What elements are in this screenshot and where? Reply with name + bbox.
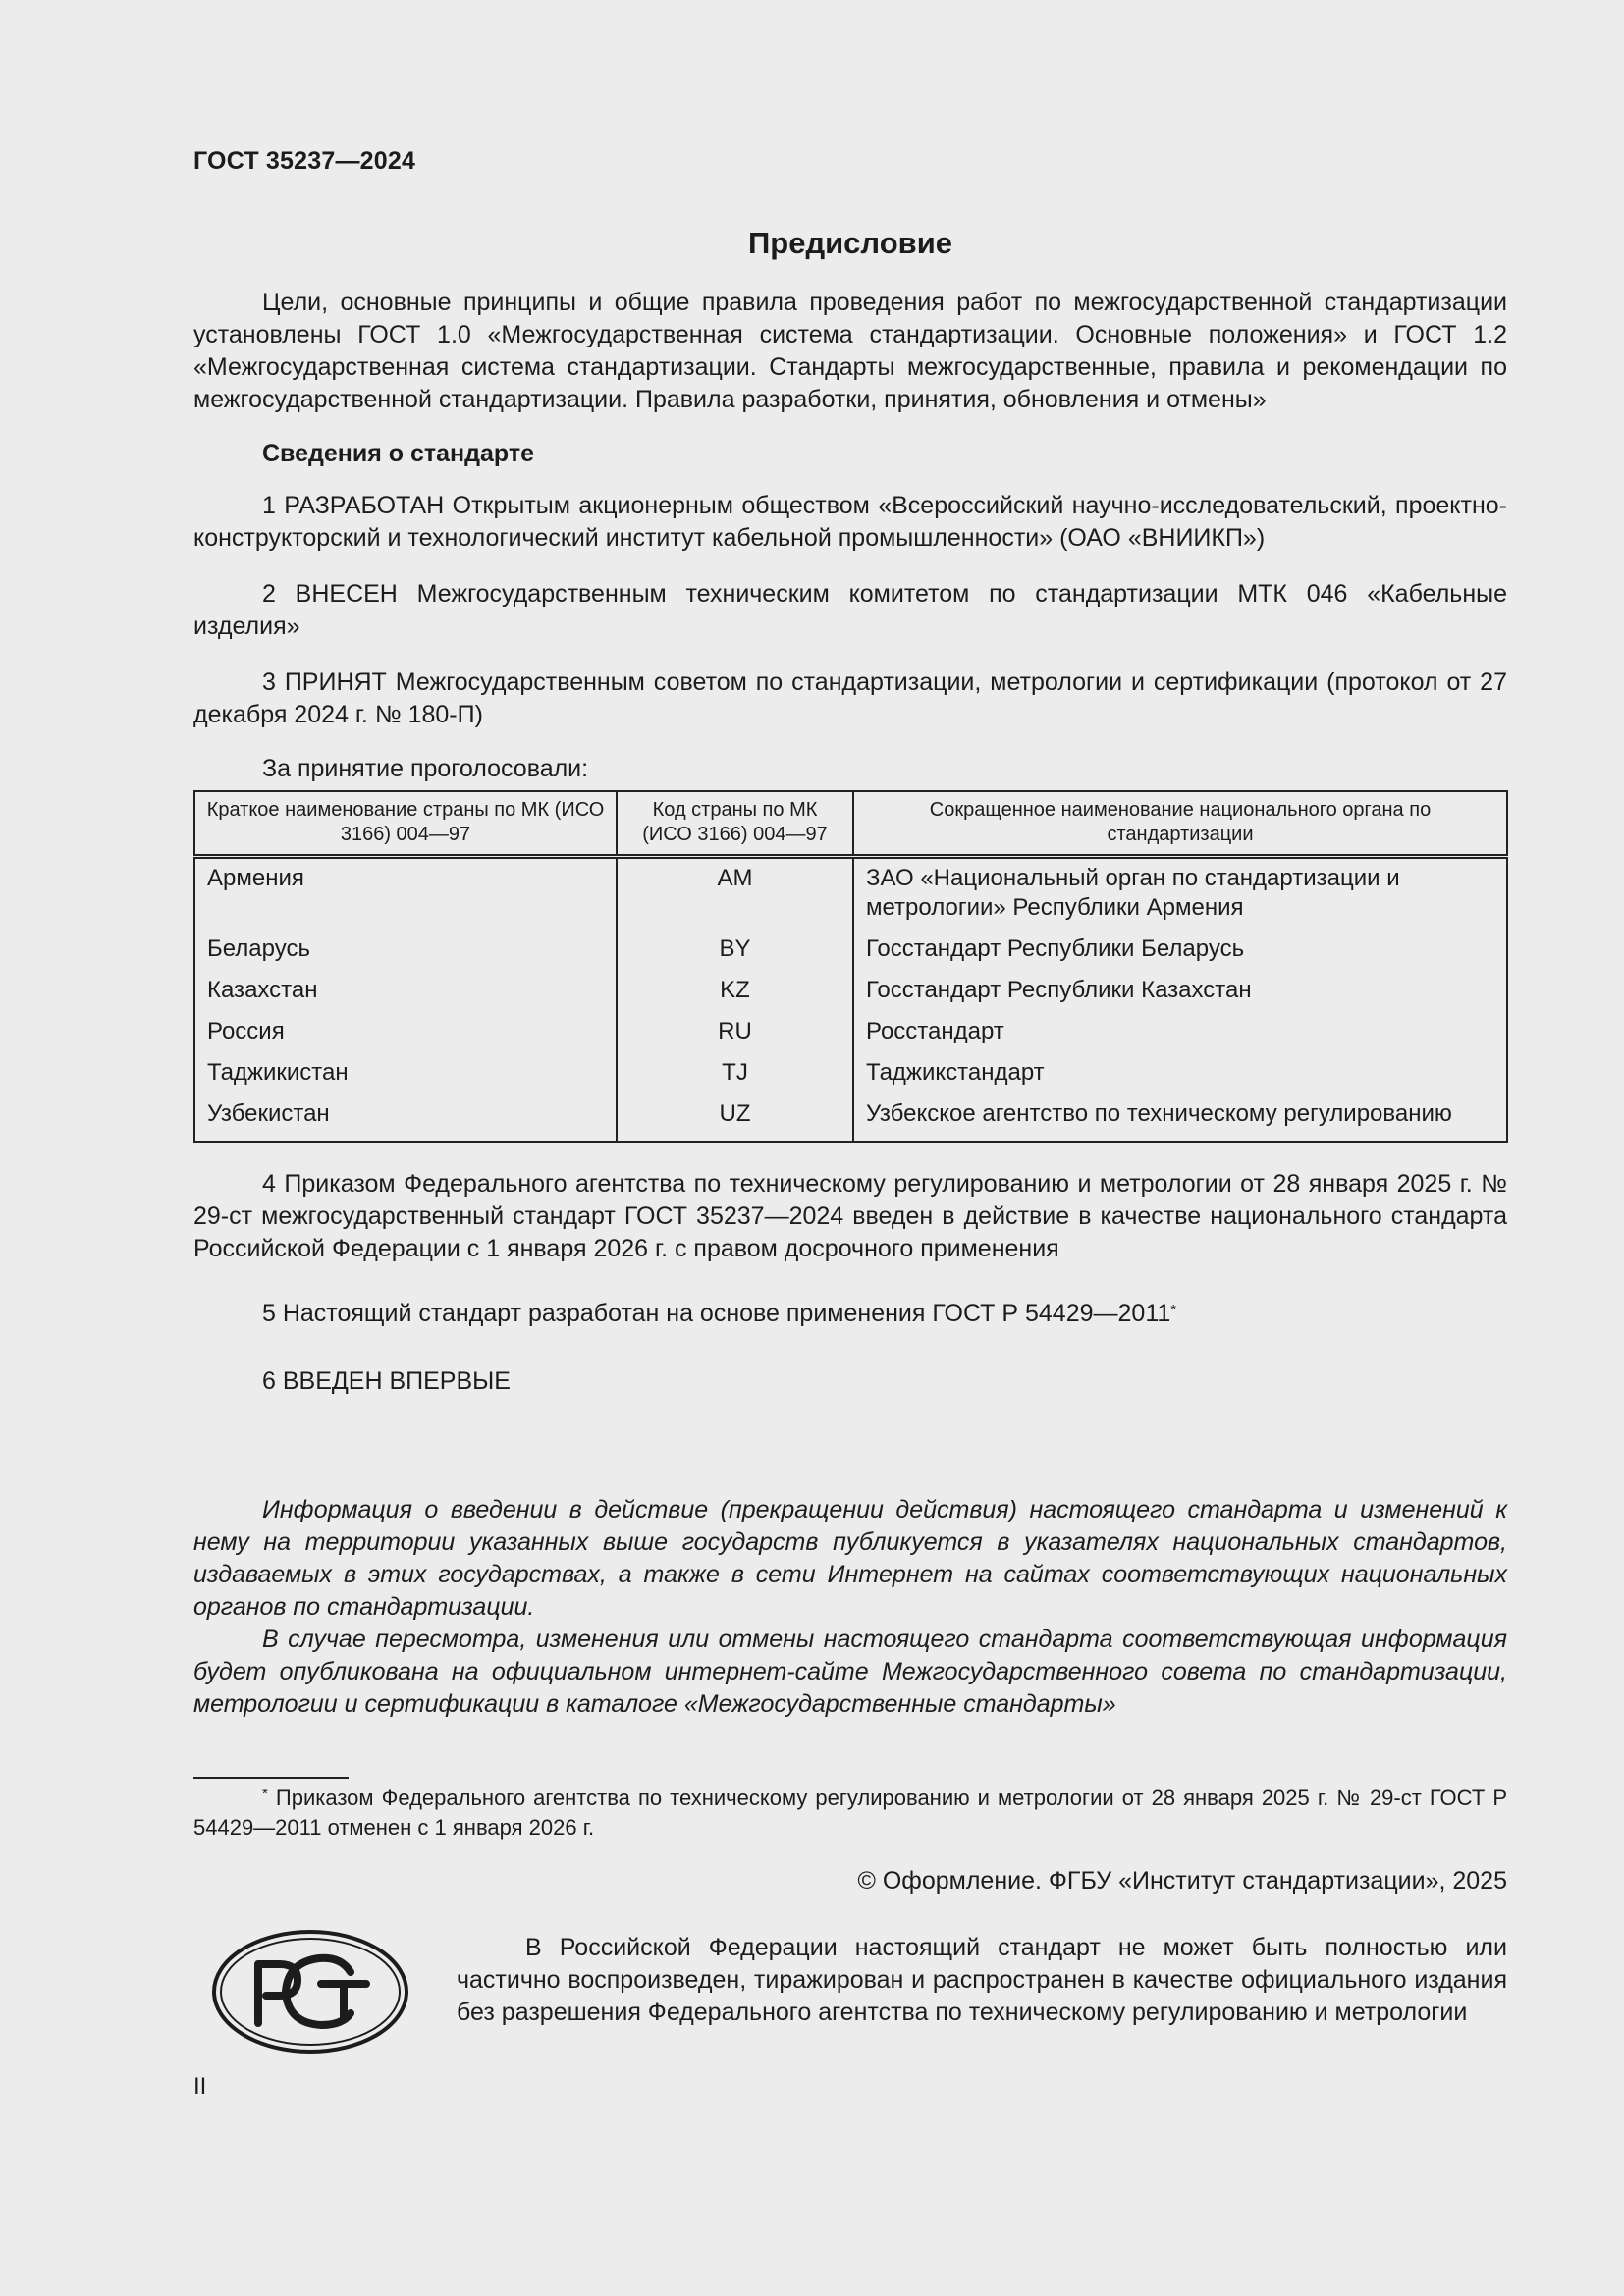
item-based-on-text: 5 Настоящий стандарт разработан на основе применения ГОСТ Р 54429—2011 <box>262 1300 1171 1327</box>
intro-paragraph: Цели, основные принципы и общие правила проведения работ по межгосударственной стандартизации установлены ГОСТ 1.0 «Межгосударственная система стандартизации. Основные положения» и ГОСТ 1.2 «Межгосударственная система стандартизации. Стандарты межгосударственные, правила и рекомендации по межгосударственной стандартизации. Правила разработки, принятия, обновления и отмены» <box>193 289 1507 413</box>
page-title: Предисловие <box>747 226 952 260</box>
item-submitted: 2 ВНЕСЕН Межгосударственным техническим комитетом по стандартизации МТК 046 «Кабельные изделия» <box>193 580 1507 640</box>
country-cell: Россия <box>194 1017 617 1058</box>
country-cell: Казахстан <box>194 976 617 1017</box>
table-row <box>194 976 1507 1017</box>
body-cell: Росстандарт <box>866 1017 1004 1044</box>
copyright: © Оформление. ФГБУ «Институт стандартизации», 2025 <box>857 1867 1507 1895</box>
info-heading: Сведения о стандарте <box>262 440 535 467</box>
voting-table <box>193 790 1508 1143</box>
code-cell: RU <box>617 1017 853 1058</box>
footnote-mark: * <box>262 1786 268 1802</box>
body-cell: ЗАО «Национальный орган по стандартизации и метрологии» Республики Армения <box>866 864 1400 921</box>
rst-logo <box>211 1929 409 2055</box>
footnote-divider <box>193 1777 349 1779</box>
standard-code: ГОСТ 35237—2024 <box>193 147 416 175</box>
item-enacted: 4 Приказом Федерального агентства по техническому регулированию и метрологии от 28 января 2025 г. № 29-ст межгосударственный стандарт ГОСТ 35237—2024 введен в действие в качестве национального стандарта Российской Федерации с 1 января 2026 г. с правом досрочного применения <box>193 1170 1507 1262</box>
info-paragraph-1: Информация о введении в действие (прекращении действия) настоящего стандарта и изменений к нему на территории указанных выше государств публикуется в указателях национальных стандартов, издаваемых в этих государствах, а также в сети Интернет на сайтах соответствующих национальных органов по стандартизации. <box>193 1496 1507 1621</box>
body-cell: Госстандарт Республики Казахстан <box>866 976 1252 1003</box>
country-cell: Беларусь <box>194 934 617 976</box>
code-cell: AM <box>617 856 853 934</box>
table-row <box>194 856 1507 934</box>
reproduction-notice: В Российской Федерации настоящий стандарт не может быть полностью или частично воспроизведен, тиражирован и распространен в качестве официального издания без разрешения Федерального агентства по техническому регулированию и метрологии <box>457 1934 1507 2026</box>
col-header-code: Код страны по МК (ИСО 3166) 004—97 <box>617 791 853 856</box>
body-cell: Таджикстандарт <box>866 1058 1045 1086</box>
item-adopted: 3 ПРИНЯТ Межгосударственным советом по стандартизации, метрологии и сертификации (протокол от 27 декабря 2024 г. № 180-П) <box>193 668 1507 728</box>
col-header-body: Сокращенное наименование национального органа по стандартизации <box>853 791 1507 856</box>
page-number: II <box>193 2073 207 2100</box>
code-cell: BY <box>617 934 853 976</box>
code-cell: KZ <box>617 976 853 1017</box>
info-paragraph-2: В случае пересмотра, изменения или отмены настоящего стандарта соответствующая информация будет опубликована на официальном интернет-сайте Межгосударственного совета по стандартизации, метрологии и сертификации в каталоге «Межгосударственные стандарты» <box>193 1626 1507 1718</box>
vote-intro: За принятие проголосовали: <box>262 755 589 782</box>
country-cell: Таджикистан <box>194 1058 617 1099</box>
item-based-on <box>193 1298 1507 1330</box>
table-row <box>194 1099 1507 1142</box>
code-cell: UZ <box>617 1099 853 1142</box>
footnote-marker: * <box>1170 1302 1177 1318</box>
table-row <box>194 1017 1507 1058</box>
table-row <box>194 934 1507 976</box>
body-cell: Госстандарт Республики Беларусь <box>866 934 1245 962</box>
code-cell: TJ <box>617 1058 853 1099</box>
country-cell: Армения <box>194 856 617 934</box>
country-cell: Узбекистан <box>194 1099 617 1142</box>
item-developed: 1 РАЗРАБОТАН Открытым акционерным обществом «Всероссийский научно-исследовательский, проектно-конструкторский и технологический институт кабельной промышленности» (ОАО «ВНИИКП») <box>193 492 1507 552</box>
body-cell: Узбекское агентство по техническому регулированию <box>866 1099 1452 1127</box>
item-introduced: 6 ВВЕДЕН ВПЕРВЫЕ <box>262 1367 511 1395</box>
footnote-text: Приказом Федерального агентства по техническому регулированию и метрологии от 28 января 2025 г. № 29-ст ГОСТ Р 54429—2011 отменен с 1 января 2026 г. <box>193 1786 1507 1840</box>
col-header-country: Краткое наименование страны по МК (ИСО 3166) 004—97 <box>194 791 617 856</box>
table-row <box>194 1058 1507 1099</box>
footnote <box>193 1784 1507 1842</box>
